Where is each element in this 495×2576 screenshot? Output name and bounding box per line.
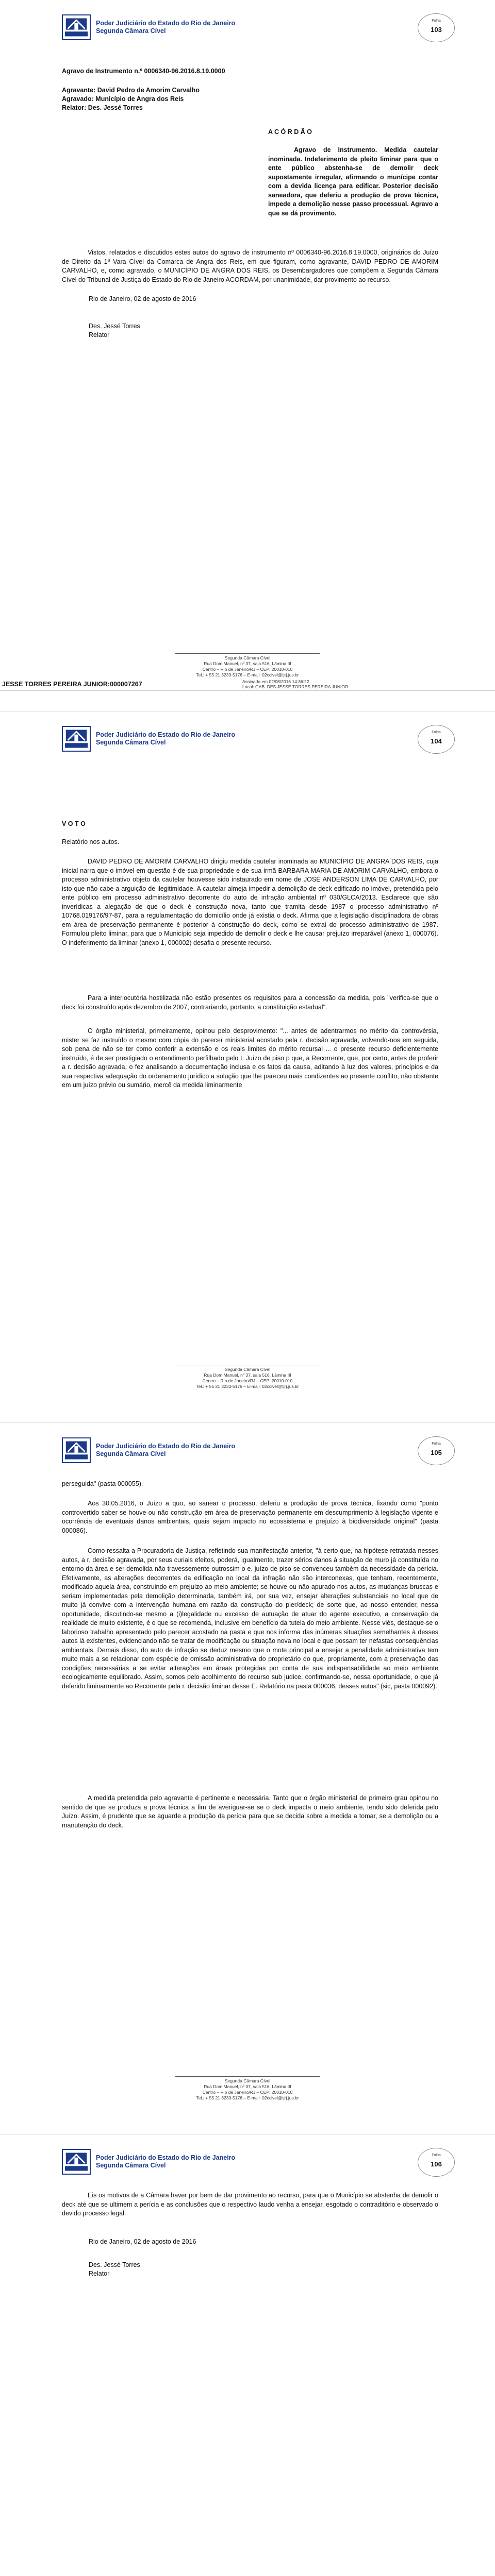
voto-title: V O T O — [62, 820, 86, 827]
ementa: Agravo de Instrumento. Medida cautelar inominada. Indeferimento de pleito liminar para que o ente público abstenha-se de demolir deck supostamente irregular, afirmando o munícipe contar com a devida licença para edificar. Posterior decisão saneadora, que deferiu a produção de prova técnica, impede a demolição nesse passo processual. Agravo a que se dá provimento. — [268, 146, 438, 217]
court-name-line2: Segunda Câmara Cível — [96, 1450, 166, 1458]
footer-line1: Segunda Câmara Cível — [224, 2078, 271, 2083]
seal-label: Folha — [432, 731, 441, 734]
voto-signer-role: Relator — [89, 2270, 110, 2277]
page-seal — [418, 2148, 455, 2177]
voto-conclusion: Eis os motivos de a Câmara haver por bem de dar provimento ao recurso, para que o Município se abstenha de demolir o deck até que se ultimem a perícia e as conclusões que o respectivo laudo venha a ensejar, esgotado o contraditório e observado o devido processo legal. — [62, 2192, 438, 2217]
voto-paragraph-3: Para a interlocutória hostilizada não estão presentes os requisitos para a concessão da medida, pois "verifica-se que o deck foi construído após dezembro de 2007, contrariando, portanto, a constituição estadual". — [62, 994, 438, 1011]
voto-date: Rio de Janeiro, 02 de agosto de 2016 — [89, 2238, 196, 2245]
court-logo-icon — [62, 14, 91, 40]
page-3 — [0, 1423, 495, 2134]
page-footer — [175, 653, 320, 678]
page-2 — [0, 711, 495, 1422]
footer-line1: Segunda Câmara Cível — [224, 655, 271, 660]
court-name-line1: Poder Judiciário do Estado do Rio de Janeiro — [96, 1443, 236, 1450]
page-1 — [0, 0, 495, 711]
court-logo-icon — [62, 1437, 91, 1463]
signature-location: Local: GAB. DES JESSE TORRES PEREIRA JUNIOR — [242, 684, 349, 689]
acordao-date: Rio de Janeiro, 02 de agosto de 2016 — [89, 295, 196, 302]
voto-paragraph-1: Relatório nos autos. — [62, 838, 120, 845]
seal-label: Folha — [432, 1442, 441, 1446]
footer-line1: Segunda Câmara Cível — [224, 1367, 271, 1372]
seal-page-number: 106 — [431, 2160, 442, 2168]
page-seal — [418, 725, 455, 754]
page-seal — [418, 13, 455, 42]
seal-page-number: 103 — [431, 26, 442, 33]
court-name-line2: Segunda Câmara Cível — [96, 2162, 166, 2169]
case-number: Agravo de Instrumento n.º 0006340-96.2016.8.19.0000 — [62, 67, 225, 75]
footer-line4: Tel.: + 55 21 3233-5176 – E-mail: 02ccivel@tjrj.jus.br — [196, 672, 299, 677]
voto-signer-name: Des. Jessé Torres — [89, 2261, 140, 2268]
signer-role: Relator — [89, 331, 110, 338]
voto-paragraph-5: Aos 30.05.2016, o Juízo a quo, ao sanear o processo, deferiu a produção de prova técnica, fixando como "ponto controvertido saber se houve ou não construção em área de preservação permanente em descumprimento à legislação vigente e ocorrência de eventuais danos ambientais, quais sejam impacto no ecossistema e prejuízo à biodiversidade original" (pasta 000086). — [62, 1500, 438, 1534]
seal-label: Folha — [432, 19, 441, 23]
acordao-title: A C Ó R D Ã O — [268, 128, 312, 135]
digital-signature-stamp — [242, 679, 348, 689]
court-logo-icon — [62, 726, 91, 752]
court-name-line2: Segunda Câmara Cível — [96, 27, 166, 35]
page-4 — [0, 2134, 495, 2576]
footer-line4: Tel.: + 55 21 3233-5176 – E-mail: 02ccivel@tjrj.jus.br — [196, 2095, 299, 2100]
seal-label: Folha — [432, 2154, 441, 2157]
seal-page-number: 105 — [431, 1449, 442, 1456]
agravante: Agravante: David Pedro de Amorim Carvalho — [62, 87, 200, 94]
footer-line3: Centro – Rio de Janeiro/RJ – CEP: 20010-010 — [202, 1378, 293, 1383]
signature-timestamp: Assinado em 02/08/2016 14:36:22 — [242, 679, 309, 684]
voto-paragraph-6: Como ressalta a Procuradoria de Justiça, refletindo sua manifestação anterior, "à certo que, na hipótese retratada nesses autos, a r. decisão agravada, por seus curiais efeitos, poderá, igualmente, trazer sérios danos à situação de muro já constituída no entorno da área e ser demolida não travessemente outrossim o e. juízo de piso se convenceu também da necessidade da perícia. Efetivamente, as alterações decorrentes da edificação no local da infração não são interconexas, que tenham, recentemente, modificado aquela área, construindo em prejuízo ao meio ambiente; se houve ou não apurado nos autos, as mudanças bruscas e seriam implementadas pela demolição determinada, também irá, por sua vez, ensejar alterações substanciais no local que de muito já convive com a intervenção humana em razão da construção do pier/deck; de sorte que, ao nosso entender, nessa oportunidade, discutindo-se mesmo a (i)legalidade ou excesso de autuação de atuar do agente executivo, a conservação da realidade de muito existente, é o que se recomenda, inclusive em benefício da tutela do meio ambiente. Nesse viés, destaque-se o laborioso trabalho apresentado pelo parecer acostado na pasta e que nos informa das inúmeras situações semelhantes à desses autos lá existentes, evidenciando não se tratar de modificação ou situação nova no local e que possam ter nefastas consequências ambientais. Demais disso, do auto de infração se deduz mesmo que o mote principal a ensejar a penalidade administrativa tem muito mais a se relacionar com espécie de omissão administrativa do proprietário do que, propriamente, com a preservação das condições necessárias a se evitar alterações em áreas protegidas por conta de sua indispensabilidade ao meio ambiente ecologicamente equilibrado. Assim, somos pelo acolhimento do recurso sub judice, confirmando-se, nessa oportunidade, o que já deferido liminarmente ao Recorrente pela r. decisão liminar desse E. Relatório na pasta 000036, desses autos" (sic, pasta 000092). — [62, 1547, 438, 1690]
court-header — [96, 2154, 235, 2170]
footer-line3: Centro – Rio de Janeiro/RJ – CEP: 20010-010 — [202, 2090, 293, 2095]
relator: Relator: Des. Jessé Torres — [62, 104, 143, 111]
footer-line3: Centro – Rio de Janeiro/RJ – CEP: 20010-010 — [202, 667, 293, 672]
digital-signature-bar — [0, 679, 495, 690]
page-footer — [175, 2076, 320, 2101]
court-header — [96, 731, 235, 747]
court-name-line1: Poder Judiciário do Estado do Rio de Janeiro — [96, 2154, 236, 2161]
footer-line2: Rua Dom Manuel, nº 37, sala 516, Lâmina III — [204, 1372, 291, 1378]
seal-page-number: 104 — [431, 737, 442, 745]
voto-paragraph-4: O órgão ministerial, primeiramente, opinou pelo desprovimento: "... antes de adentrarmos no mérito da controvérsia, mister se faz instruído o mesmo com cópia do parecer ministerial acostado pela r. decisão agravada, volvendo-nos em seguida, sob pena de não se ter como conferir a extensão e os reais limites do mérito recursal ... o presente recurso deficientemente instruído, é de ser prestigiado o entendimento perfilhado pelo I. Juízo de piso p que, a Recorrente, que, por certo, antes de proferir a r. decisão agravada, o fez analisando a documentação inclusa e os fatos da causa, aditando à luz dos valores, princípios e da sua respectiva adequação do ordenamento jurídico a solução que lhe pareceu mais condizentes ao presente conflito, não obstante em um juízo prévio ou sumário, mercê da medida liminarmente — [62, 1027, 438, 1089]
footer-line2: Rua Dom Manuel, nº 37, sala 516, Lâmina III — [204, 2084, 291, 2089]
court-name-line1: Poder Judiciário do Estado do Rio de Janeiro — [96, 20, 236, 27]
court-name-line2: Segunda Câmara Cível — [96, 739, 166, 746]
page-footer — [175, 1365, 320, 1389]
court-logo-icon — [62, 2149, 91, 2175]
court-name-line1: Poder Judiciário do Estado do Rio de Janeiro — [96, 731, 236, 738]
court-header — [96, 20, 235, 35]
acordao-body: Vistos, relatados e discutidos estes autos do agravo de instrumento nº 0006340-96.2016.8.19.0000, originários do Juízo de Direito da 1ª Vara Cível da Comarca de Angra dos Reis, em que figuram, como agravante, DAVID PEDRO DE AMORIM CARVALHO, e, como agravado, o MUNICÍPIO DE ANGRA DOS REIS, os Desembargadores que compõem a Segunda Câmara Cível do Tribunal de Justiça do Estado do Rio de Janeiro ACORDAM, por unanimidade, dar provimento ao recurso. — [62, 249, 438, 283]
signer-name: Des. Jessé Torres — [89, 323, 140, 330]
digital-signature-name: JESSE TORRES PEREIRA JUNIOR:000007267 — [2, 681, 142, 688]
page-seal — [418, 1436, 455, 1465]
footer-line2: Rua Dom Manuel, nº 37, sala 516, Lâmina III — [204, 661, 291, 666]
court-header — [96, 1443, 235, 1458]
voto-paragraph-2: DAVID PEDRO DE AMORIM CARVALHO dirigiu medida cautelar inominada ao MUNICÍPIO DE ANGRA DOS REIS, cuja inicial narra que o imóvel em questão é de sua propriedade e de sua irmã BARBARA MARIA DE AMORIM CARVALHO, embora o processo administrativo objeto da cautelar houvesse sido instaurado em nome de JOSÉ ANDERSON LIMA DE CARVALHO, por isto que não cabe a arguição de ilegitimidade. A cautelar almeja impedir a demolição de deck edificado no imóvel, pretendida pelo ente público em processo administrativo decorrente do auto de infração ambiental nº 030/GLCA/2013. Esclarece que são inverídicas a alegação de que o deck é construção nova, tanto que tramita desde 1987 o processo administrativo nº 10768.019176/97-87, para a regulamentação do domicílio onde já existia o deck. Afirma que a legislação disciplinadora de obras em área de preservação permanente é posterior à construção do deck, como se extrai do processo administrativo de 1987. Formulou pleito liminar, para que o Município seja impedido de demolir o deck e lhe causar prejuízo irreparável (anexo 1, 000076). O indeferimento da liminar (anexo 1, 000002) desafia o presente recurso. — [62, 858, 438, 946]
voto-continuation: perseguida" (pasta 000055). — [62, 1480, 143, 1487]
voto-paragraph-7: A medida pretendida pelo agravante é pertinente e necessária. Tanto que o órgão ministerial de primeiro grau opinou no sentido de que se produza a prova técnica a fim de averiguar-se se o deck impacta o meio ambiente, tendo sido deferida pelo Juízo. Assim, é prudente que se aguarde a produção da perícia para que se decida sobre a medida a tomar, se a demolição ou a manutenção do deck. — [62, 1794, 438, 1829]
agravado: Agravado: Município de Angra dos Reis — [62, 95, 184, 103]
footer-line4: Tel.: + 55 21 3233-5176 – E-mail: 02ccivel@tjrj.jus.br — [196, 1384, 299, 1389]
